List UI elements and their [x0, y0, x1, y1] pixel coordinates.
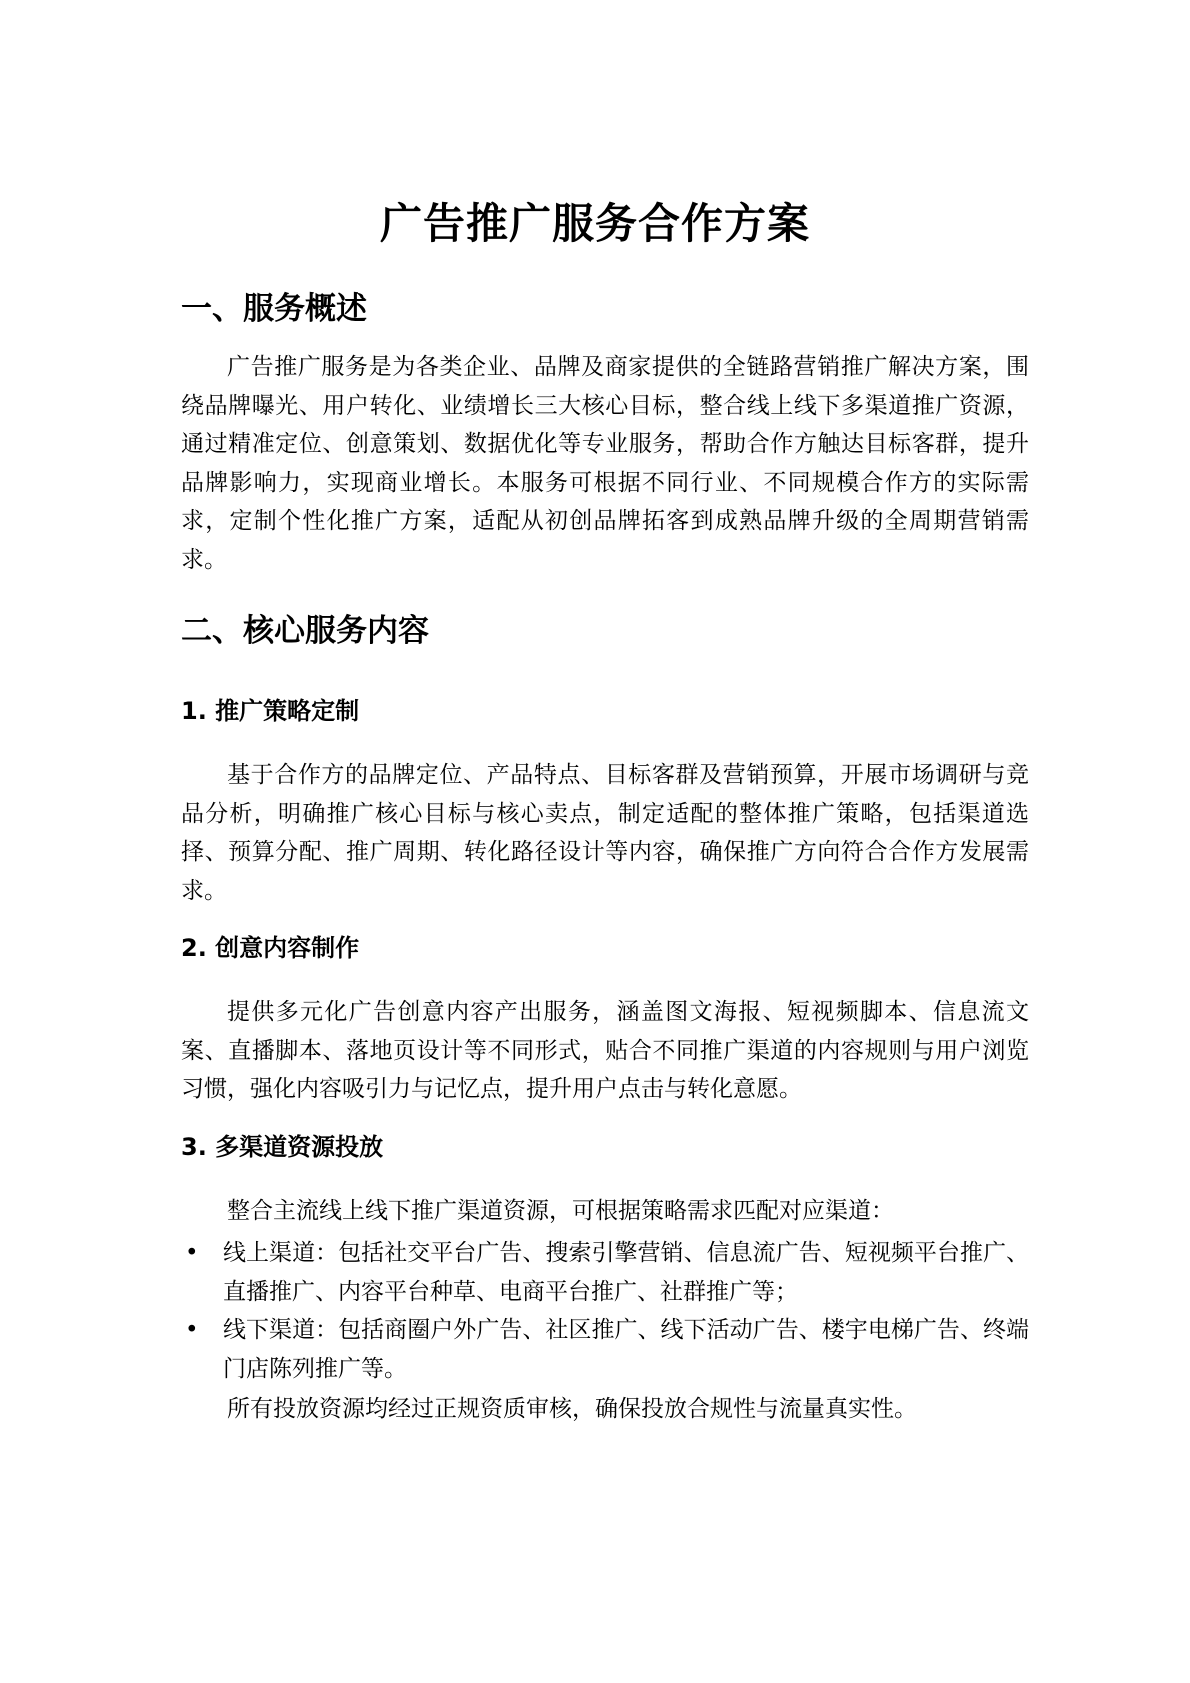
channel-bullet-list: [181, 1234, 1029, 1388]
document-title: 广告推广服务合作方案: [379, 199, 810, 248]
bullet-icon: •: [185, 1240, 199, 1266]
subsection-heading-channels: 3. 多渠道资源投放: [181, 1133, 384, 1161]
bullet-icon: •: [185, 1317, 199, 1343]
channels-intro-paragraph: 整合主流线上线下推广渠道资源，可根据策略需求匹配对应渠道：: [227, 1198, 894, 1224]
list-item: [181, 1311, 1029, 1388]
subsection-heading-creative: 2. 创意内容制作: [181, 934, 360, 962]
subsection-heading-strategy: 1. 推广策略定制: [181, 697, 360, 725]
strategy-paragraph: 基于合作方的品牌定位、产品特点、目标客群及营销预算，开展市场调研与竞品分析，明确推广核心目标与核心卖点，制定适配的整体推广策略，包括渠道选择、预算分配、推广周期、转化路径设计等内容，确保推广方向符合合作方发展需求。: [181, 762, 1029, 904]
creative-paragraph: 提供多元化广告创意内容产出服务，涵盖图文海报、短视频脚本、信息流文案、直播脚本、落地页设计等不同形式，贴合不同推广渠道的内容规则与用户浏览习惯，强化内容吸引力与记忆点，提升用户点击与转化意愿。: [181, 999, 1029, 1102]
channels-closing-paragraph: 所有投放资源均经过正规资质审核，确保投放合规性与流量真实性。: [227, 1396, 917, 1422]
list-item: [181, 1234, 1029, 1311]
overview-paragraph: 广告推广服务是为各类企业、品牌及商家提供的全链路营销推广解决方案，围绕品牌曝光、用户转化、业绩增长三大核心目标，整合线上线下多渠道推广资源，通过精准定位、创意策划、数据优化等专业服务，帮助合作方触达目标客群，提升品牌影响力，实现商业增长。本服务可根据不同行业、不同规模合作方的实际需求，定制个性化推广方案，适配从初创品牌拓客到成熟品牌升级的全周期营销需求。: [181, 354, 1029, 573]
section-heading-core-services: 二、核心服务内容: [181, 613, 429, 649]
bullet-text: 线下渠道：包括商圈户外广告、社区推广、线下活动广告、楼宇电梯广告、终端门店陈列推广等。: [223, 1317, 1029, 1382]
section-heading-overview: 一、服务概述: [181, 291, 367, 327]
bullet-text: 线上渠道：包括社交平台广告、搜索引擎营销、信息流广告、短视频平台推广、直播推广、内容平台种草、电商平台推广、社群推广等；: [223, 1240, 1029, 1305]
